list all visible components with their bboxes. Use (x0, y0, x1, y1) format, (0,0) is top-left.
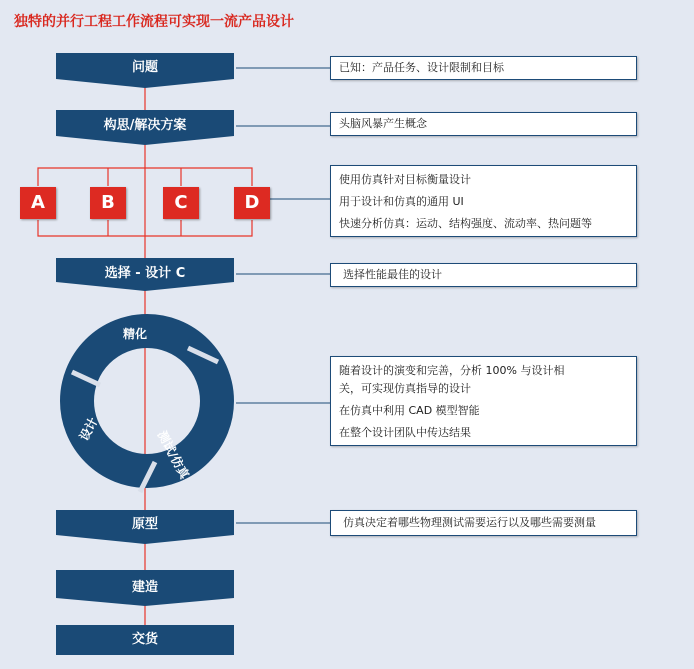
step-deliver: 交货 (131, 632, 158, 647)
step-select: 选择 - 设计 C (104, 266, 186, 281)
cycle-simulate: 测试/仿真 (154, 428, 192, 482)
note-problem (330, 56, 637, 80)
note-select (330, 263, 637, 287)
step-build: 建造 (131, 580, 158, 595)
option-c: C (163, 187, 199, 219)
step-concept: 构思/解决方案 (103, 118, 187, 133)
step-prototype: 原型 (131, 517, 158, 532)
note-prototype (330, 510, 637, 536)
note-prototype-text: 仿真决定着哪些物理测试需要运行以及哪些需要测量 (343, 516, 596, 529)
option-a: A (20, 187, 56, 219)
note-options-line-1: 使用仿真针对目标衡量设计 (339, 173, 471, 186)
note-select-text: 选择性能最佳的设计 (343, 268, 442, 281)
option-b: B (90, 187, 126, 219)
cycle-design: 设计 (76, 415, 101, 444)
note-options-line-2: 用于设计和仿真的通用 UI (339, 195, 464, 208)
note-options (330, 165, 637, 237)
note-problem-text: 已知：产品任务、设计限制和目标 (339, 61, 504, 74)
note-cycle-line-1: 随着设计的演变和完善，分析 100% 与设计相 (339, 364, 565, 377)
option-d: D (234, 187, 270, 219)
note-cycle-line-4: 在整个设计团队中传达结果 (339, 426, 471, 439)
diagram-title: 独特的并行工程工作流程可实现一流产品设计 (14, 14, 294, 30)
note-cycle (330, 356, 637, 446)
note-options-line-3: 快速分析仿真：运动、结构强度、流动率、热问题等 (339, 217, 592, 230)
cycle-refine: 精化 (123, 327, 148, 341)
step-problem: 问题 (131, 60, 158, 75)
note-concept-text: 头脑风暴产生概念 (339, 117, 427, 130)
note-cycle-line-2: 关，可实现仿真指导的设计 (339, 382, 471, 395)
note-cycle-line-3: 在仿真中利用 CAD 模型智能 (339, 404, 480, 417)
note-concept (330, 112, 637, 136)
